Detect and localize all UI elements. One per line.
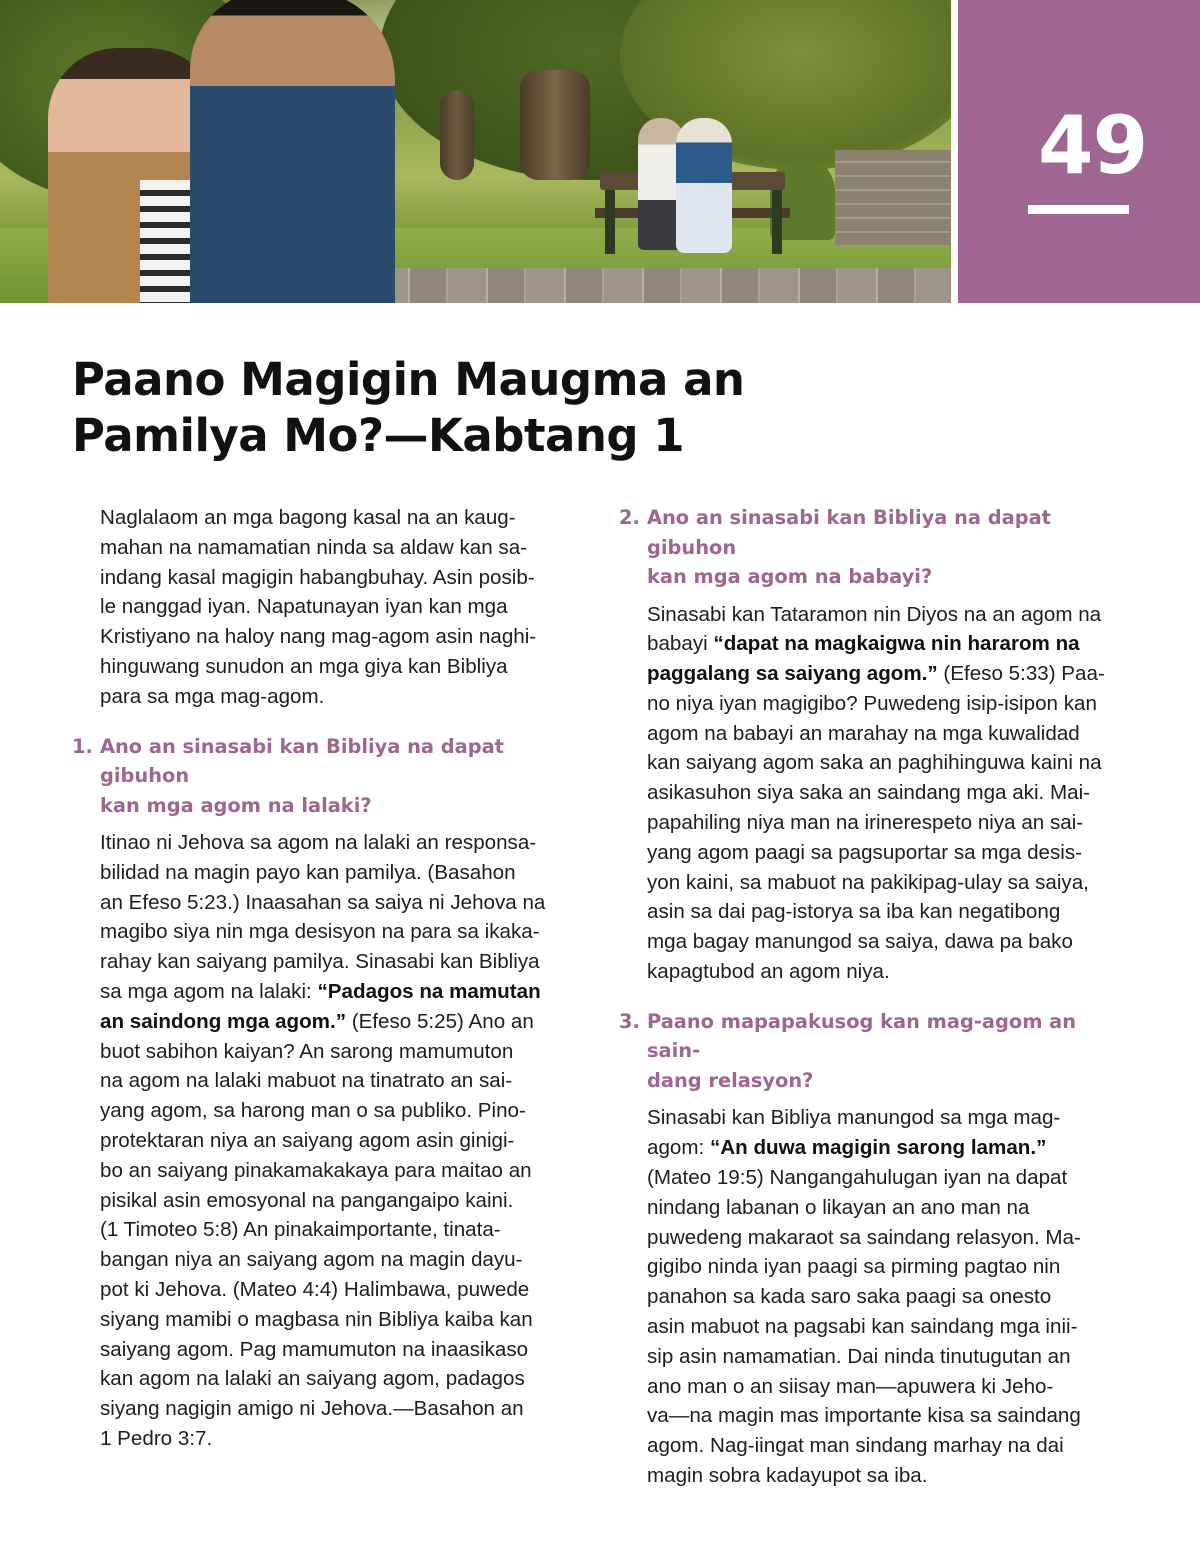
text-line: sa mga agom na lalaki: bbox=[100, 980, 318, 1004]
question-heading-2 bbox=[619, 503, 1133, 592]
text-line: magin sobra kadayupot sa iba. bbox=[647, 1463, 928, 1487]
lesson-number-tab bbox=[958, 0, 1200, 303]
scripture-quote: “Padagos na mamutan bbox=[317, 980, 541, 1004]
text-line: indang kasal magigin habangbuhay. Asin posib- bbox=[100, 565, 535, 589]
young-man-figure bbox=[190, 0, 395, 303]
question-text bbox=[647, 503, 1133, 592]
text-line: yang agom, sa harong man o sa publiko. Pino- bbox=[100, 1099, 526, 1123]
text-line: pisikal asin emosyonal na pangangaipo kaini. bbox=[100, 1188, 514, 1212]
text-line: kan mga agom na babayi? bbox=[647, 565, 933, 588]
page-title-line-1: Paano Magigin Maugma an bbox=[72, 353, 745, 406]
text-line: nindang labanan o likayan an ano man na bbox=[647, 1195, 1030, 1219]
text-line: pot ki Jehova. (Mateo 4:4) Halimbawa, puwede bbox=[100, 1278, 530, 1302]
lesson-number: 49 bbox=[1038, 99, 1148, 192]
text-line: dang relasyon? bbox=[647, 1068, 814, 1092]
text-line: bilidad na magin payo kan pamilya. (Basahon bbox=[100, 860, 516, 884]
text-line: (Mateo 19:5) Nangangahulugan iyan na dapat bbox=[647, 1165, 1068, 1189]
text-line: Sinasabi kan Bibliya manungod sa mga mag- bbox=[647, 1106, 1061, 1130]
text-line: bangan niya an saiyang agom na magin dayu- bbox=[100, 1248, 523, 1272]
scripture-quote: paggalang sa saiyang agom.” bbox=[647, 662, 938, 686]
photo-scenery bbox=[370, 268, 951, 303]
question-heading-3 bbox=[619, 1007, 1133, 1096]
text-line: va—na magin mas importante kisa sa saindang bbox=[647, 1404, 1081, 1428]
page-title bbox=[72, 352, 872, 464]
text-line: gigibo ninda iyan paagi sa pirming pagtao nin bbox=[647, 1255, 1061, 1279]
text-line: sip asin namamatian. Dai ninda tinutugutan an bbox=[647, 1344, 1071, 1368]
photo-scenery bbox=[835, 150, 951, 245]
text-line: protektaran niya an saiyang agom asin ginigi- bbox=[100, 1129, 515, 1153]
photo-scenery bbox=[440, 90, 474, 180]
question-text bbox=[647, 1007, 1133, 1096]
text-line: panahon sa kada saro saka paagi sa onesto bbox=[647, 1285, 1052, 1309]
text-line: agom na babayi an marahay na mga kuwalidad bbox=[647, 721, 1080, 745]
text-line: ano man o an siisay man—apuwera ki Jeho- bbox=[647, 1374, 1054, 1398]
text-line: (1 Timoteo 5:8) An pinakaimportante, tinata- bbox=[100, 1218, 501, 1242]
photo-scenery bbox=[520, 70, 590, 180]
answer-paragraph-2 bbox=[619, 600, 1133, 987]
text-line: buot sabihon kaiyan? An sarong mamumuton bbox=[100, 1039, 514, 1063]
question-number: 2. bbox=[619, 506, 640, 529]
text-line: mahan na namamatian ninda sa aldaw kan sa- bbox=[100, 535, 528, 559]
text-line: kan saiyang agom saka an paghihinguwa kaini na bbox=[647, 751, 1102, 775]
text-line: agom. Nag-iingat man sindang marhay na dai bbox=[647, 1434, 1064, 1458]
text-line: no niya iyan magigibo? Puwedeng isip-isipon kan bbox=[647, 691, 1097, 715]
text-line: Ano an sinasabi kan Bibliya na dapat gibuhon bbox=[647, 506, 1051, 559]
text-line: an Efeso 5:23.) Inaasahan sa saiya ni Jehova na bbox=[100, 890, 546, 914]
scripture-quote: “dapat na magkaigwa nin hararom na bbox=[713, 632, 1080, 656]
header-photo bbox=[0, 0, 951, 303]
text-line: kan mga agom na lalaki? bbox=[100, 793, 372, 817]
text-line: siyang mamibi o magbasa nin Bibliya kaiba kan bbox=[100, 1307, 533, 1331]
text-line: magibo siya nin mga desisyon na para sa ikaka- bbox=[100, 920, 540, 944]
question-text bbox=[100, 732, 587, 821]
text-line: Paano mapapakusog kan mag-agom an sain- bbox=[647, 1009, 1077, 1063]
text-line: hinguwang sunudon an mga giya kan Bibliya bbox=[100, 654, 508, 678]
lesson-number-underline bbox=[1028, 205, 1129, 214]
right-column bbox=[619, 503, 1133, 1491]
text-line: kan agom na lalaki an saiyang agom, padagos bbox=[100, 1367, 525, 1391]
answer-paragraph-3 bbox=[619, 1103, 1133, 1490]
text-line: kapagtubod an agom niya. bbox=[647, 960, 890, 984]
text-line: asin mabuot na pagsabi kan saindang mga inii- bbox=[647, 1314, 1078, 1338]
text-line: le nanggad iyan. Napatunayan iyan kan mga bbox=[100, 595, 508, 619]
question-number: 1. bbox=[72, 734, 93, 758]
text-line: mga bagay manungod sa saiya, dawa pa bako bbox=[647, 930, 1073, 954]
text-line: 1 Pedro 3:7. bbox=[100, 1427, 213, 1451]
page-title-line-2: Pamilya Mo?—Kabtang 1 bbox=[72, 409, 685, 462]
text-line: papahiling niya man na irinerespeto niya an sai- bbox=[647, 811, 1084, 835]
scripture-quote: “An duwa magigin sarong laman.” bbox=[709, 1136, 1047, 1160]
text-line: babayi bbox=[647, 632, 714, 656]
text-line: Naglalaom an mga bagong kasal na an kaug- bbox=[100, 506, 516, 529]
text-line: rahay kan saiyang pamilya. Sinasabi kan Bibliya bbox=[100, 950, 540, 974]
text-line: na agom na lalaki mabuot na tinatrato an sai- bbox=[100, 1069, 513, 1093]
text-line: yang agom paagi sa pagsuportar sa mga desis- bbox=[647, 840, 1083, 864]
left-column bbox=[72, 503, 587, 1454]
scripture-quote: an saindong mga agom.” bbox=[100, 1009, 347, 1033]
text-line: puwedeng makaraot sa saindang relasyon. Ma- bbox=[647, 1225, 1081, 1249]
photo-scenery bbox=[772, 190, 782, 254]
question-number: 3. bbox=[619, 1009, 640, 1033]
text-line: saiyang agom. Pag mamumuton na inaasikaso bbox=[100, 1337, 529, 1361]
text-line: para sa mga mag-agom. bbox=[100, 684, 325, 708]
text-line: asin sa dai pag-istorya sa iba kan negatibong bbox=[647, 900, 1061, 924]
elderly-woman-figure bbox=[676, 118, 732, 253]
text-line: (Efeso 5:25) Ano an bbox=[346, 1009, 534, 1033]
text-line: bo an saiyang pinakamakakaya para maitao an bbox=[100, 1158, 532, 1182]
text-line: (Efeso 5:33) Paa- bbox=[937, 662, 1105, 686]
text-line: agom: bbox=[647, 1136, 710, 1160]
intro-paragraph bbox=[72, 503, 587, 712]
text-line: yon kaini, sa mabuot na pakikipag-ulay sa saiya, bbox=[647, 870, 1089, 894]
text-line: Itinao ni Jehova sa agom na lalaki an responsa- bbox=[100, 831, 537, 855]
answer-paragraph-1 bbox=[72, 828, 587, 1454]
question-heading-1 bbox=[72, 732, 587, 821]
photo-scenery bbox=[605, 190, 615, 254]
text-line: Sinasabi kan Tataramon nin Diyos na an agom na bbox=[647, 602, 1102, 626]
text-line: Ano an sinasabi kan Bibliya na dapat gibuhon bbox=[100, 734, 504, 788]
text-line: asikasuhon siya saka an saindang mga aki. Mai- bbox=[647, 781, 1091, 805]
text-line: Kristiyano na haloy nang mag-agom asin naghi- bbox=[100, 625, 537, 649]
text-line: siyang nagigin amigo ni Jehova.—Basahon an bbox=[100, 1397, 524, 1421]
